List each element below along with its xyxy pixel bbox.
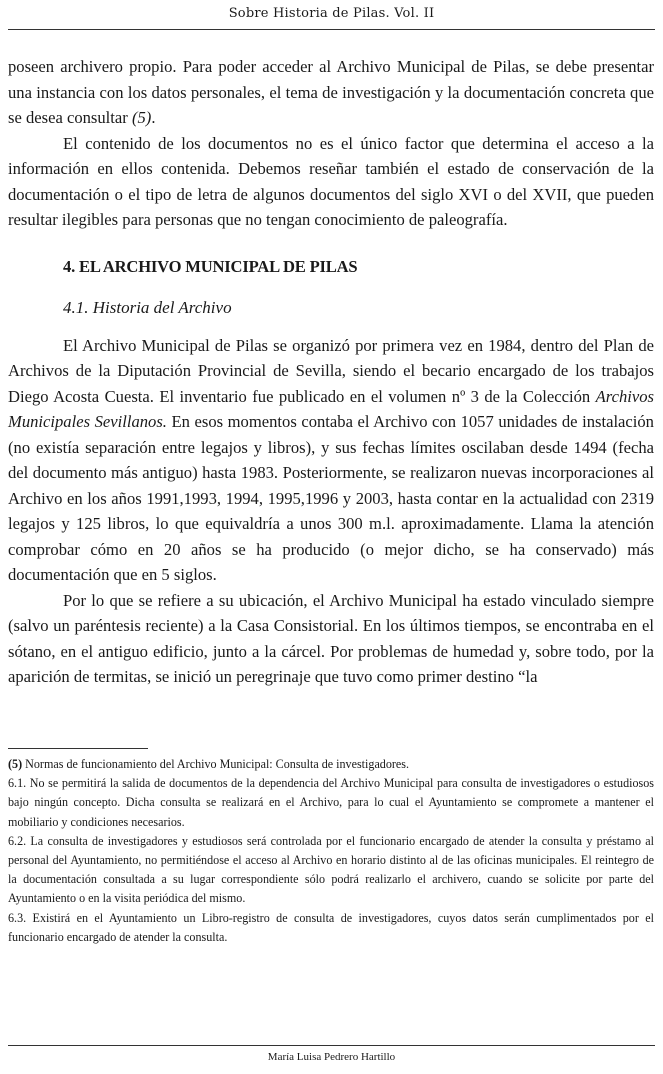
footnote-item-6-1: 6.1. No se permitirá la salida de documentos de la dependencia del Archivo Municipal para consulta de investigadores o estudiosos bajo ningún concepto. Dicha consulta se realizará en el Archivo, para lo cual el Ayuntamiento se compromete a mantener el mobiliario y condiciones necesarios. [8, 776, 654, 829]
paragraph-3-text-a: El Archivo Municipal de Pilas se organizó por primera vez en 1984, dentro del Plan de Archivos de la Diputación Provincial de Sevilla, siendo el becario encargado de los trabajos Diego Acosta Cuesta. El inventario fue publicado en el volumen nº 3 de la Colección [8, 335, 654, 406]
subsection-heading: 4.1. Historia del Archivo [63, 298, 232, 317]
header-rule [8, 29, 655, 30]
footnotes [8, 755, 654, 947]
running-footer: María Luisa Pedrero Hartillo [267, 1051, 396, 1063]
paragraph-3 [8, 333, 654, 588]
footnote-item-6-3: 6.3. Existirá en el Ayuntamiento un Libro-registro de consulta de investigadores, cuyos datos serán cumplimentados por el funcionario encargado de atender la consulta. [8, 910, 654, 944]
paragraph-1-end: . [151, 108, 156, 127]
footnote-item-6-2: 6.2. La consulta de investigadores y estudiosos será controlada por el funcionario encargado de atender la consulta y préstamo al personal del Ayuntamiento, no permitiéndose el acceso al Archivo en horario distinto al de las oficinas municipales. El reintegro de la documentación consultada a su lugar correspondiente sólo podrá realizarlo el archivero, cuando se solicite por parte del Ayuntamiento o en la visita periódica del mismo. [8, 833, 654, 906]
paragraph-2: El contenido de los documentos no es el único factor que determina el acceso a la información en ellos contenida. Debemos reseñar también el estado de conservación de la documentación o el tipo de letra de algunos documentos del siglo XVI o del XVII, que pueden resultar ilegibles para personas que no tengan conocimiento de paleografía. [8, 133, 654, 229]
footer-rule [8, 1045, 655, 1046]
footnote-5-title: Normas de funcionamiento del Archivo Municipal: Consulta de investigadores. [22, 757, 410, 771]
paragraph-1 [8, 54, 654, 131]
main-text [8, 54, 654, 690]
running-header: Sobre Historia de Pilas. Vol. II [228, 6, 435, 21]
footnote-reference-5[interactable]: (5) [131, 108, 152, 127]
footnote-rule [8, 748, 148, 749]
footnote-5-number: (5) [8, 757, 23, 771]
collection-title: Archivos Municipales Sevillanos. [8, 386, 654, 431]
section-heading: 4. EL ARCHIVO MUNICIPAL DE PILAS [63, 256, 358, 276]
paragraph-4: Por lo que se refiere a su ubicación, el Archivo Municipal ha estado vinculado siempre (salvo un paréntesis reciente) a la Casa Consistorial. En los últimos tiempos, se encontraba en el sótano, en el antiguo edificio, junto a la cárcel. Por problemas de humedad y, sobre todo, por la aparición de termitas, se inició un peregrinaje que tuvo como primer destino “la [8, 590, 654, 686]
footnote-5 [8, 755, 654, 774]
paragraph-3-text-b: En esos momentos contaba el Archivo con 1057 unidades de instalación (no existía separación entre legajos y libros), y sus fechas límites oscilaban desde 1494 (fecha del documento más antiguo) hasta 1983. Posteriormente, se realizaron nuevas incorporaciones al Archivo en los años 1991,1993, 1994, 1995,1996 y 2003, hasta contar en la actualidad con 2319 legajos y 125 libros, lo que equivaldría a unos 300 m.l. aproximadamente. Llama la atención comprobar cómo en 20 años se ha producido (o mejor dicho, se ha conservado) más documentación que en 5 siglos. [8, 412, 654, 584]
paragraph-1-text: poseen archivero propio. Para poder acceder al Archivo Municipal de Pilas, se debe presentar una instancia con los datos personales, el tema de investigación y la documentación concreta que se desea consultar [8, 57, 654, 127]
